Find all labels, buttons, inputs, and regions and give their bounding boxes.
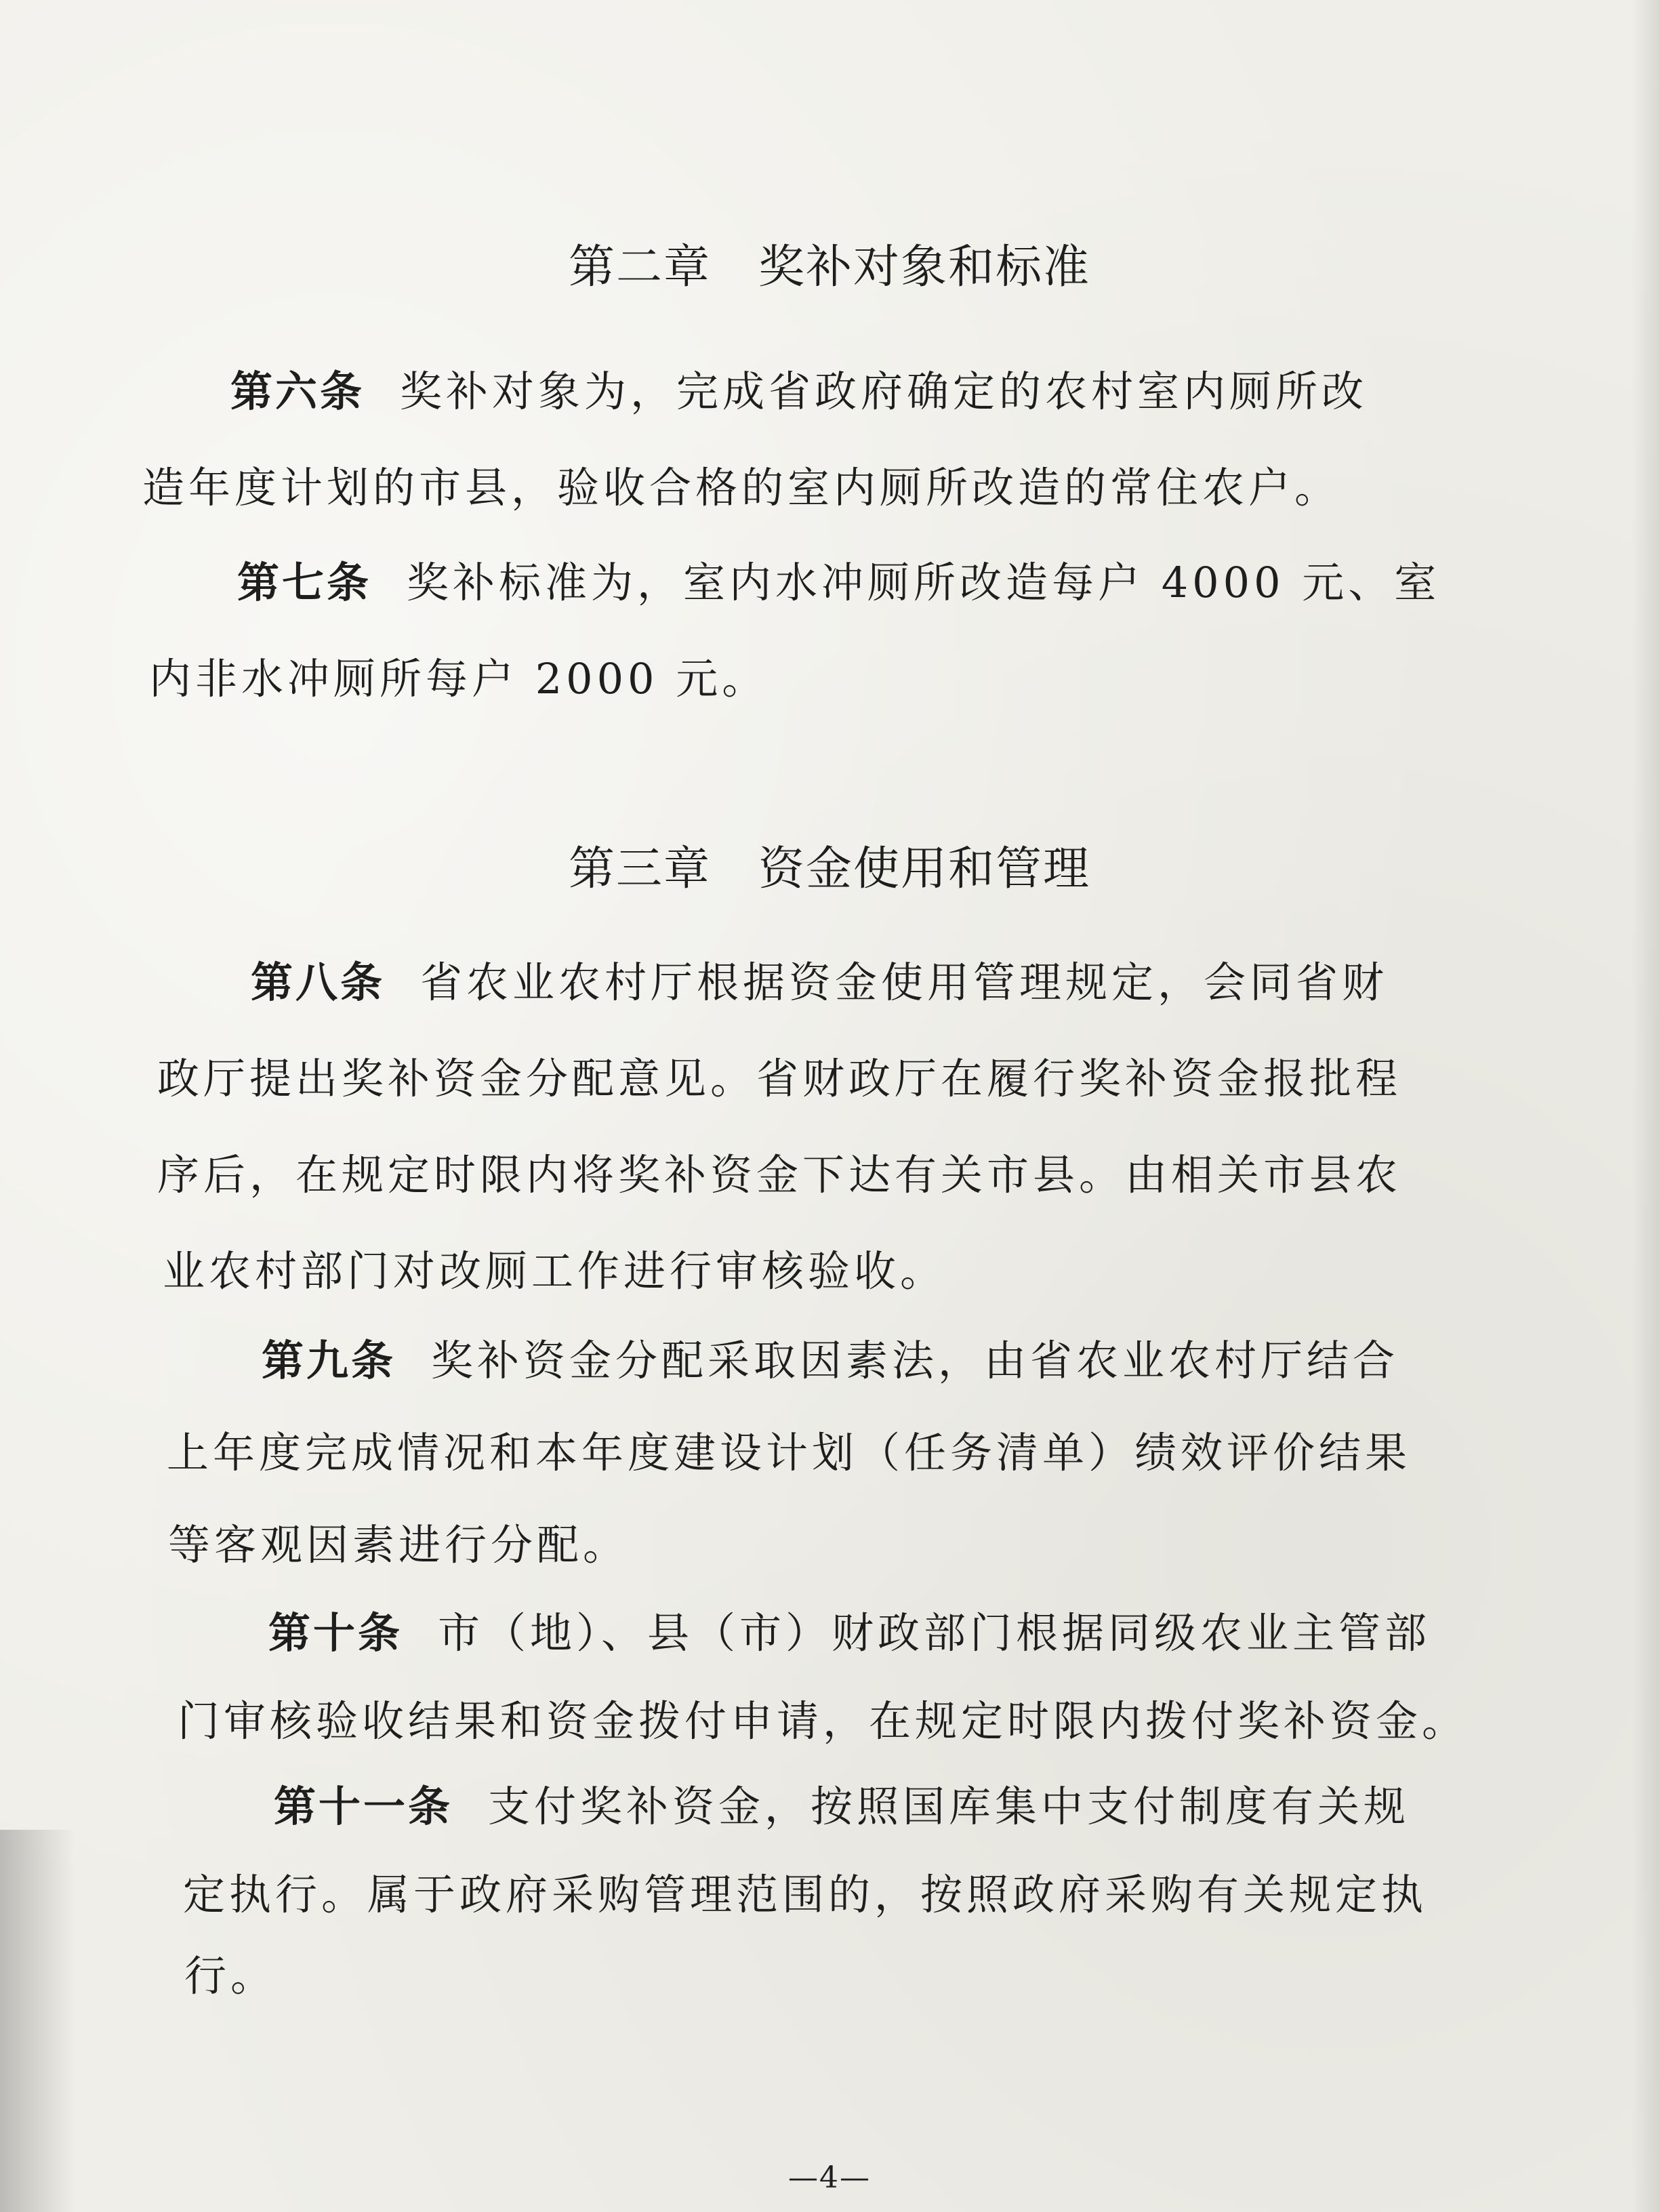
article-9-line-1 (262, 1334, 1399, 1388)
article-11-label: 第十一条 (274, 1782, 453, 1831)
chapter-2-number: 第二章 (568, 241, 711, 294)
article-9-label: 第九条 (262, 1336, 396, 1385)
chapter-3-heading (0, 832, 1659, 898)
article-7-label: 第七条 (237, 558, 372, 607)
article-6-line-1 (230, 365, 1368, 419)
article-8-line-4: 业农村部门对改厕工作进行审核验收。 (163, 1246, 947, 1296)
article-10-label: 第十条 (268, 1608, 403, 1658)
chapter-3-number: 第三章 (568, 842, 711, 896)
article-10-line-2: 门审核验收结果和资金拨付申请，在规定时限内拨付奖补资金。 (178, 1696, 1469, 1746)
article-7-line-2: 内非水冲厕所每户 2000 元。 (149, 654, 769, 703)
article-8-text-1: 省农业农村厅根据资金使用管理规定，会同省财 (420, 958, 1389, 1007)
article-9-line-3: 等客观因素进行分配。 (168, 1520, 630, 1570)
chapter-2-title: 奖补对象和标准 (758, 241, 1091, 294)
article-9-line-2: 上年度完成情况和本年度建设计划（任务清单）绩效评价结果 (167, 1428, 1412, 1477)
article-6-text-1: 奖补对象为，完成省政府确定的农村室内厕所改 (400, 367, 1368, 416)
article-8-label: 第八条 (251, 958, 386, 1007)
article-6-line-2: 造年度计划的市县，验收合格的室内厕所改造的常住农户。 (142, 463, 1341, 512)
article-11-line-2: 定执行。属于政府采购管理范围的，按照政府采购有关规定执 (183, 1870, 1428, 1919)
chapter-2-heading (0, 230, 1659, 296)
article-10-line-1 (268, 1606, 1431, 1660)
article-7-line-1 (237, 556, 1440, 610)
article-10-text-1: 市（地）、县（市）财政部门根据同级农业主管部 (438, 1608, 1431, 1658)
article-6-label: 第六条 (230, 367, 365, 416)
article-7-text-1: 奖补标准为，室内水冲厕所改造每户 4000 元、室 (407, 558, 1441, 607)
chapter-3-title: 资金使用和管理 (758, 842, 1091, 896)
article-8-line-2: 政厅提出奖补资金分配意见。省财政厅在履行奖补资金报批程 (157, 1054, 1402, 1103)
page-number: —4— (788, 2160, 871, 2195)
article-11-line-1 (274, 1780, 1410, 1834)
article-8-line-3: 序后，在规定时限内将奖补资金下达有关市县。由相关市县农 (157, 1150, 1402, 1200)
article-8-line-1 (251, 956, 1388, 1010)
article-11-line-3: 行。 (184, 1951, 277, 2001)
article-9-text-1: 奖补资金分配采取因素法，由省农业农村厅结合 (431, 1336, 1399, 1385)
article-11-text-1: 支付奖补资金，按照国库集中支付制度有关规 (488, 1782, 1410, 1831)
